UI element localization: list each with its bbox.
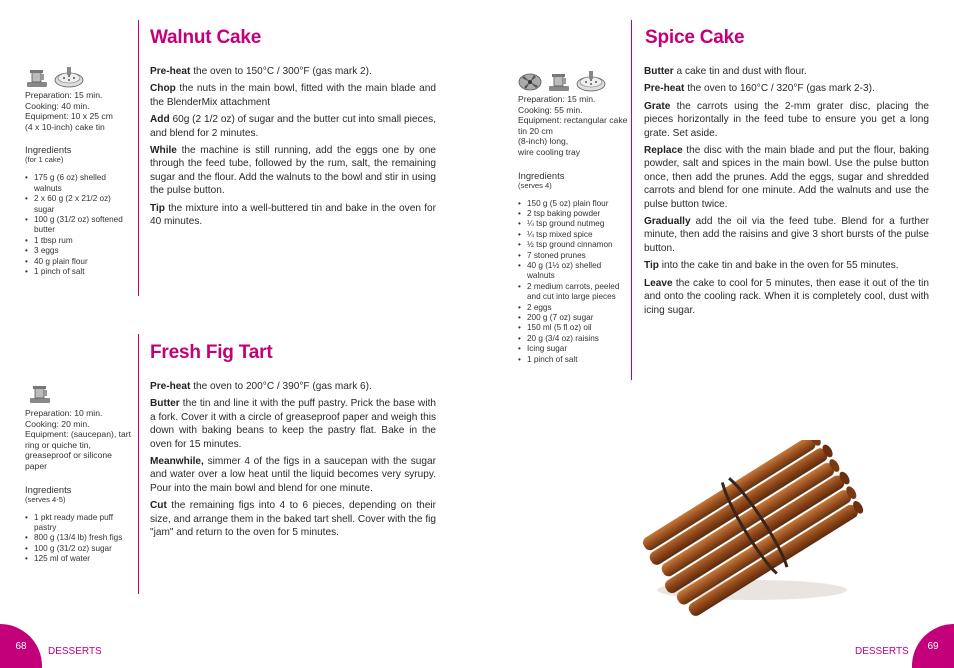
step-text: the tin and line it with the puff pastry. Prick the base with a fork. Cover it with a circle of greaseproof paper and weigh this down with baking beans to keep the pastry flat. Bake in the oven for 15 minutes. xyxy=(150,398,436,450)
spice-method xyxy=(644,65,929,321)
step-verb: Butter xyxy=(644,66,674,77)
method-step xyxy=(150,144,436,198)
step-text: into the cake tin and bake in the oven for 55 minutes. xyxy=(658,260,899,272)
walnut-method xyxy=(150,65,436,232)
step-text: the disc with the main blade and put the flour, baking powder, salt and spices in the main bowl. Use the pulse button once, then add the prunes. Add the eggs, sugar and shredded carrots and blend for one minute. Add the walnuts and use the pulse button twice. xyxy=(644,145,929,210)
step-text: the cake to cool for 5 minutes, then ease it out of the tin and onto the cooling rack. When it is completely cool, dust with icing sugar. xyxy=(644,277,929,316)
spice-divider xyxy=(631,20,632,380)
ingredient-item: • ¼ tsp mixed spice xyxy=(518,230,628,240)
cinnamon-sticks-image xyxy=(632,440,864,620)
method-step xyxy=(644,144,929,211)
method-step xyxy=(150,380,436,393)
ingredient-item: • 20 g (3/4 oz) raisins xyxy=(518,334,628,344)
serves-note: (serves 4-5) xyxy=(25,494,66,504)
step-verb: Pre-heat xyxy=(644,83,685,95)
method-step xyxy=(150,397,436,451)
step-text: simmer 4 of the figs in a saucepan with the sugar and water over a low heat until the liquid becomes very syrupy. Pour into the main bowl and blend for one minute. xyxy=(150,456,436,494)
step-text: 60g (2 1/2 oz) of sugar and the butter cut into small pieces, and blend for 2 minutes. xyxy=(150,114,436,139)
section-label-right: DESSERTS xyxy=(855,646,909,657)
method-step xyxy=(150,499,436,539)
meta-line: Preparation: 15 min. xyxy=(25,90,103,100)
step-verb: Cut xyxy=(150,500,167,512)
ingredients-heading: Ingredients xyxy=(518,169,565,181)
meta-line: Preparation: 10 min. xyxy=(25,408,103,418)
method-step xyxy=(644,100,929,140)
walnut-meta xyxy=(25,90,133,277)
step-text: the oven to 200°C / 390°F (gas mark 6). xyxy=(190,381,372,392)
ingredient-item: • 7 stoned prunes xyxy=(518,251,628,261)
method-step xyxy=(644,277,929,317)
ingredient-item: • 1 tbsp rum xyxy=(25,236,133,246)
meta-line: Equipment: rectangular cake tin 20 cm xyxy=(518,115,628,136)
step-verb: Meanwhile, xyxy=(150,456,204,468)
ingredient-item: • 125 ml of water xyxy=(25,554,133,564)
serves-note: (for 1 cake) xyxy=(25,155,64,165)
method-step xyxy=(150,113,436,140)
ingredient-item: • 40 g (1½ oz) shelled walnuts xyxy=(518,261,628,282)
fig-icons xyxy=(28,384,52,404)
ingredient-item: • 200 g (7 oz) sugar xyxy=(518,313,628,323)
step-text: a cake tin and dust with flour. xyxy=(673,66,807,77)
meta-line: Cooking: 20 min. xyxy=(25,418,90,429)
spice-cake-title: Spice Cake xyxy=(645,27,745,48)
section-label-left: DESSERTS xyxy=(48,646,102,657)
step-text: the oven to 150°C / 300°F (gas mark 2). xyxy=(190,66,372,77)
step-text: the mixture into a well-buttered tin and bake in the oven for 40 minutes. xyxy=(150,202,436,228)
method-step xyxy=(150,82,436,109)
meta-line: (8-inch) long, xyxy=(518,136,569,147)
ingredient-item: • 2 medium carrots, peeled and cut into large pieces xyxy=(518,282,628,303)
ingredients-heading: Ingredients xyxy=(25,144,72,156)
ingredient-item: • 800 g (13/4 lb) fresh figs xyxy=(25,533,133,543)
step-text: the carrots using the 2-mm grater disc, placing the pieces horizontally in the feed tube to ensure you get a long grate. Set aside. xyxy=(644,100,929,139)
step-verb: Butter xyxy=(150,398,180,410)
serves-note: (serves 4) xyxy=(518,180,552,190)
step-text: add the oil via the feed tube. Blend for a further minute, then add the raisins and give 3 short bursts of the pulse button. xyxy=(644,216,929,254)
grater-disc-icon xyxy=(576,70,606,92)
blender-icon xyxy=(26,68,48,88)
method-step xyxy=(644,82,929,95)
step-text: the nuts in the main bowl, fitted with the main blade and the BlenderMix attachment xyxy=(150,83,436,108)
blender-icon xyxy=(28,384,52,404)
ingredient-item: • 150 ml (5 fl oz) oil xyxy=(518,323,628,333)
step-text: the remaining figs into 4 to 6 pieces, depending on their size, and arrange them in the baked tart shell. Cover with the fig "jam" and return to the oven for 5 minutes. xyxy=(150,500,436,539)
step-verb: Tip xyxy=(644,260,659,272)
step-verb: Leave xyxy=(644,277,673,289)
fig-meta xyxy=(25,408,133,565)
spice-icons xyxy=(518,70,606,92)
ingredient-item: • 2 eggs xyxy=(518,303,628,313)
fig-method xyxy=(150,380,436,543)
meta-line: Preparation: 15 min. xyxy=(518,94,596,104)
ingredients-list xyxy=(518,199,628,366)
ingredient-item: • 100 g (31/2 oz) sugar xyxy=(25,544,133,554)
method-step xyxy=(150,65,436,78)
meta-line: Equipment: (saucepan), tart ring or quiche tin, greaseproof or silicone paper xyxy=(25,429,132,471)
method-step xyxy=(644,259,929,272)
ingredients-list xyxy=(25,173,133,277)
step-verb: Chop xyxy=(150,83,176,95)
method-step xyxy=(644,215,929,255)
ingredient-item: • 150 g (5 oz) plain flour xyxy=(518,199,628,209)
ingredient-item: • 1 pinch of salt xyxy=(25,267,133,277)
step-verb: Grate xyxy=(644,100,671,112)
ingredients-heading: Ingredients xyxy=(25,483,72,495)
walnut-cake-title: Walnut Cake xyxy=(150,27,262,48)
fig-tart-title: Fresh Fig Tart xyxy=(150,342,273,363)
ingredient-item: • 40 g plain flour xyxy=(25,257,133,267)
method-step xyxy=(150,455,436,495)
spice-meta xyxy=(518,94,628,365)
ingredient-item: • 2 tsp baking powder xyxy=(518,209,628,219)
meta-line: Equipment: 10 x 25 cm xyxy=(25,111,113,122)
step-text: the oven to 160°C / 320°F (gas mark 2-3). xyxy=(684,83,875,95)
ingredient-item: • 175 g (6 oz) shelled walnuts xyxy=(25,173,133,194)
step-verb: Replace xyxy=(644,145,683,157)
step-verb: Add xyxy=(150,114,170,126)
meta-line: wire cooling tray xyxy=(518,146,581,157)
step-verb: While xyxy=(150,145,177,157)
page-number-right: 69 xyxy=(912,624,954,668)
method-step xyxy=(150,202,436,229)
meta-line: Cooking: 55 min. xyxy=(518,104,583,115)
ingredient-item: • 1 pkt ready made puff pastry xyxy=(25,513,133,534)
ingredients-list xyxy=(25,513,133,565)
step-text: the machine is still running, add the eggs one by one through the feed tube, followed by the rum, salt, the remaining sugar and the flour. Add the walnuts to the bowl and stir in using the pulse button. xyxy=(150,145,436,197)
blender-icon xyxy=(548,72,570,92)
ingredient-item: • 100 g (31/2 oz) softened butter xyxy=(25,215,133,236)
ingredient-item: • 1 pinch of salt xyxy=(518,355,628,365)
ingredient-item: • ½ tsp ground cinnamon xyxy=(518,240,628,250)
page-number-left: 68 xyxy=(0,624,42,668)
walnut-icons xyxy=(26,66,84,88)
meta-line: Cooking: 40 min. xyxy=(25,100,90,111)
walnut-divider xyxy=(138,20,139,296)
fig-divider xyxy=(138,334,139,594)
ingredient-item: • 2 x 60 g (2 x 21/2 oz) sugar xyxy=(25,194,133,215)
method-step xyxy=(644,65,929,78)
ingredient-item: • 3 eggs xyxy=(25,246,133,256)
blade-icon xyxy=(518,72,542,92)
grater-disc-icon xyxy=(54,66,84,88)
step-verb: Tip xyxy=(150,202,165,214)
ingredient-item: • Icing sugar xyxy=(518,344,628,354)
ingredient-item: • ¼ tsp ground nutmeg xyxy=(518,219,628,229)
meta-line: (4 x 10-inch) cake tin xyxy=(25,121,105,132)
step-verb: Gradually xyxy=(644,216,691,228)
step-verb: Pre-heat xyxy=(150,66,191,77)
step-verb: Pre-heat xyxy=(150,381,191,392)
